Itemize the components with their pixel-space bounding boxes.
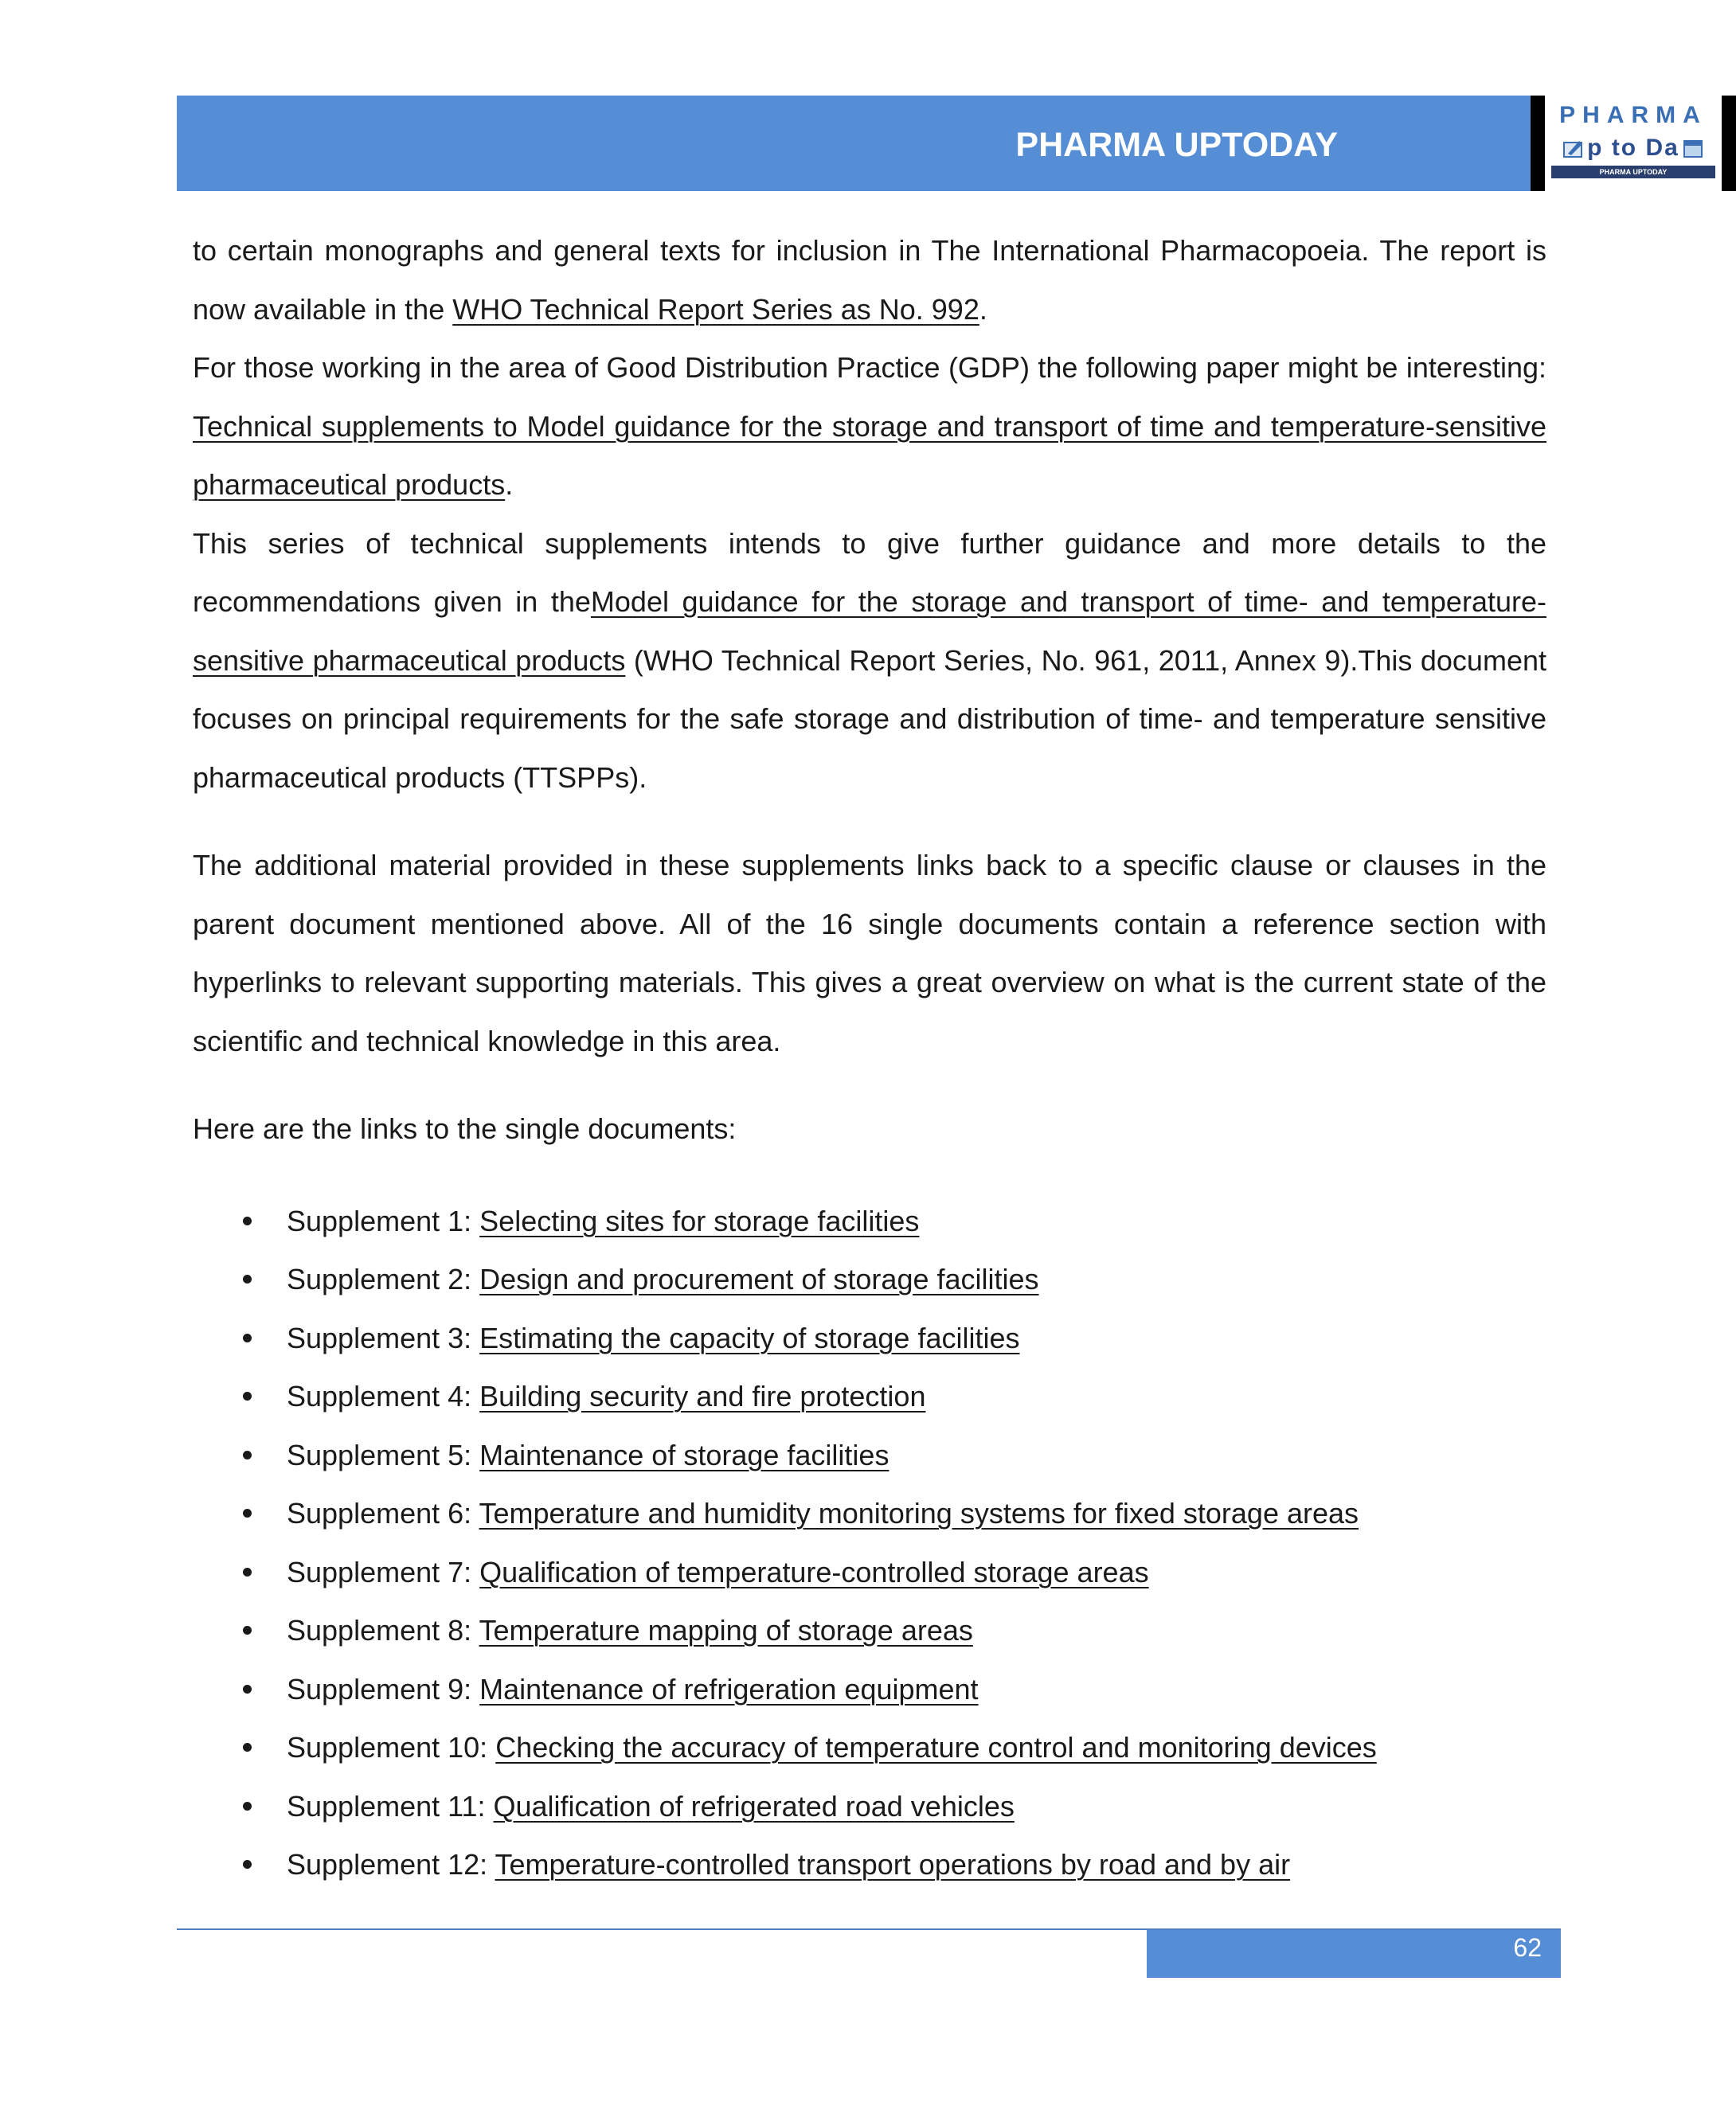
bullet-icon	[243, 1275, 252, 1284]
logo-band: PHARMA UPTODAY	[1551, 166, 1715, 178]
list-item: Supplement 11: Qualification of refrigerated road vehicles	[193, 1777, 1546, 1836]
supplement-link[interactable]: Temperature mapping of storage areas	[479, 1614, 973, 1647]
technical-supplements-link[interactable]: Technical supplements to Model guidance for the storage and transport of time and temperature-sensitive pharmaceutical products	[193, 409, 1546, 501]
list-item: Supplement 4: Building security and fire protection	[193, 1367, 1546, 1426]
list-item: Supplement 8: Temperature mapping of storage areas	[193, 1601, 1546, 1660]
supplement-link[interactable]: Qualification of temperature-controlled storage areas	[479, 1555, 1149, 1588]
bullet-icon	[243, 1509, 252, 1518]
logo-wordmark-middle	[1550, 134, 1717, 162]
supplement-link[interactable]: Design and procurement of storage facilities	[479, 1263, 1039, 1295]
supplement-link[interactable]: Estimating the capacity of storage facilities	[479, 1321, 1020, 1354]
paragraph-gdp: For those working in the area of Good Distribution Practice (GDP) the following paper might be interesting: Technical supplements to Model guidance for the storage and transport of time and temperature-sensitive pharmaceutical products.	[193, 351, 1546, 501]
supplement-link[interactable]: Maintenance of storage facilities	[479, 1438, 890, 1471]
bullet-icon	[243, 1217, 252, 1225]
list-item: Supplement 12: Temperature-controlled transport operations by road and by air	[193, 1835, 1546, 1894]
supplement-list	[193, 1192, 1546, 1894]
paragraph-series: This series of technical supplements intends to give further guidance and more details to the recommendations given in theModel guidance for the storage and transport of time- and temperature-sensitive pharmaceutical products (WHO Technical Report Series, No. 961, 2011, Annex 9).This document focuses on principal requirements for the safe storage and distribution of time- and temperature sensitive pharmaceutical products (TTSPPs).	[193, 526, 1546, 794]
supplement-link[interactable]: Temperature-controlled transport operations by road and by air	[495, 1848, 1291, 1881]
list-item: Supplement 5: Maintenance of storage facilities	[193, 1426, 1546, 1485]
supplement-link[interactable]: Building security and fire protection	[479, 1380, 926, 1413]
page-footer	[1147, 1930, 1561, 1978]
list-item: Supplement 1: Selecting sites for storage facilities	[193, 1192, 1546, 1251]
list-item: Supplement 7: Qualification of temperature-controlled storage areas	[193, 1543, 1546, 1602]
paragraph-links-intro: Here are the links to the single documents:	[193, 1112, 737, 1145]
calendar-icon	[1683, 138, 1703, 158]
supplement-link[interactable]: Qualification of refrigerated road vehicles	[493, 1789, 1015, 1823]
logo-mid-text: p to Da	[1587, 135, 1679, 161]
list-item: Supplement 9: Maintenance of refrigeration equipment	[193, 1660, 1546, 1719]
document-body	[193, 221, 1546, 1894]
paragraph-who-report: to certain monographs and general texts for inclusion in The International Pharmacopoeia. The report is now available in the WHO Technical Report Series as No. 992.	[193, 234, 1546, 326]
bullet-icon	[243, 1860, 252, 1869]
supplement-link[interactable]: Temperature and humidity monitoring systems for fixed storage areas	[479, 1497, 1359, 1530]
supplement-link[interactable]: Checking the accuracy of temperature control and monitoring devices	[495, 1731, 1377, 1764]
list-item: Supplement 10: Checking the accuracy of temperature control and monitoring devices	[193, 1718, 1546, 1777]
header-title: PHARMA UPTODAY	[1015, 126, 1338, 164]
pharma-uptoday-logo	[1531, 96, 1736, 191]
bullet-icon	[243, 1334, 252, 1342]
supplement-link[interactable]: Maintenance of refrigeration equipment	[479, 1672, 979, 1706]
list-item: Supplement 2: Design and procurement of storage facilities	[193, 1250, 1546, 1309]
bullet-icon	[243, 1685, 252, 1694]
bullet-icon	[243, 1451, 252, 1459]
list-item: Supplement 3: Estimating the capacity of storage facilities	[193, 1309, 1546, 1368]
logo-wordmark-top: PHARMA	[1559, 102, 1707, 128]
bullet-icon	[243, 1802, 252, 1811]
supplement-link[interactable]: Selecting sites for storage facilities	[479, 1204, 920, 1237]
who-technical-report-link[interactable]: WHO Technical Report Series as No. 992	[452, 292, 979, 326]
list-item: Supplement 6: Temperature and humidity monitoring systems for fixed storage areas	[193, 1484, 1546, 1543]
paragraph-additional-material: The additional material provided in these supplements links back to a specific clause or clauses in the parent document mentioned above. All of the 16 single documents contain a reference section with hyperlinks to relevant supporting materials. This gives a great overview on what is the current state of the scientific and technical knowledge in this area.	[193, 849, 1546, 1057]
page-number: 62	[1513, 1933, 1542, 1962]
bullet-icon	[243, 1568, 252, 1577]
bullet-icon	[243, 1743, 252, 1752]
bullet-icon	[243, 1392, 252, 1401]
pen-icon	[1563, 138, 1584, 158]
bullet-icon	[243, 1626, 252, 1635]
model-guidance-link[interactable]: Model guidance for the storage and transport of time- and temperature-sensitive pharmaceutical products	[193, 585, 1546, 677]
page-header	[177, 96, 1707, 191]
